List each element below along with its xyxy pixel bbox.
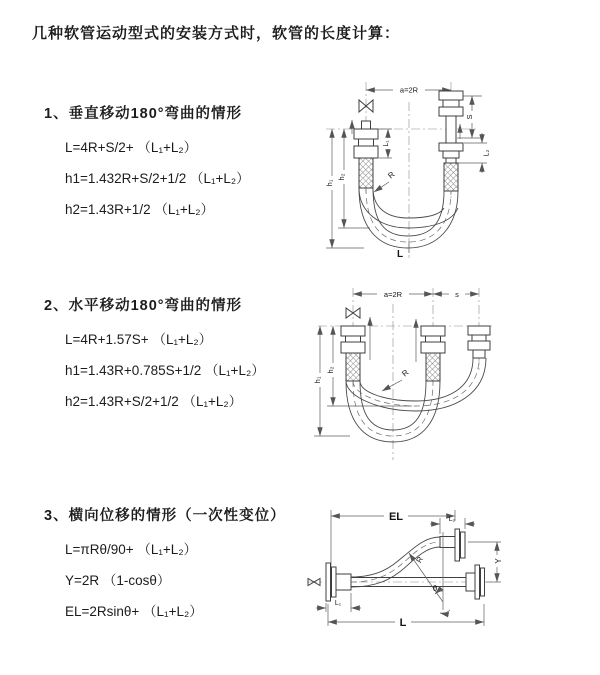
formula-line: Y=2R （1-cosθ）: [65, 573, 171, 588]
formula-line: h2=1.43R+1/2 （L₁+L₂）: [65, 202, 215, 217]
formula-line: h2=1.43R+S/2+1/2 （L₁+L₂）: [65, 394, 243, 409]
dim-label-h1: h₁: [313, 376, 322, 384]
dimension-lines: [316, 510, 501, 626]
page-title: 几种软管运动型式的安装方式时，软管的长度计算：: [32, 25, 401, 42]
diagram-lateral-displacement: [300, 504, 600, 652]
dim-label-l1: L₁: [334, 600, 342, 607]
section-3-heading: 3、横向位移的情形（一次性变位）: [44, 508, 286, 524]
section-3-formulas: [65, 534, 286, 627]
dim-label-l1: L₁: [383, 140, 390, 147]
dim-label-h2: h₂: [337, 173, 346, 181]
dim-label-s: s: [455, 290, 459, 299]
section-1-heading: 1、垂直移动180°弯曲的情形: [44, 106, 243, 122]
dim-label-s: S: [465, 114, 474, 120]
radius-label: R: [400, 367, 411, 379]
fittings: [354, 91, 463, 191]
formula-line: L=πRθ/90+ （L₁+L₂）: [65, 542, 198, 557]
braid-hatch: [444, 163, 458, 191]
length-label: L: [399, 617, 407, 629]
dim-label-a2r: a=2R: [399, 85, 419, 95]
diagram-labels: [325, 86, 491, 261]
braid-hatch: [426, 353, 440, 381]
formula-line: EL=2Rsinθ+ （L₁+L₂）: [65, 604, 203, 619]
formula-line: L=4R+S/2+ （L₁+L₂）: [65, 140, 198, 155]
formula-line: L=4R+1.57S+ （L₁+L₂）: [65, 332, 213, 347]
fittings: [308, 529, 485, 601]
section-2-heading: 2、水平移动180°弯曲的情形: [44, 298, 243, 314]
section-2: [44, 294, 265, 417]
length-label: L: [396, 249, 404, 260]
radius-label: R: [414, 554, 426, 565]
dim-label-l2: L₂: [483, 149, 491, 157]
diagram-horizontal-180-bend: [308, 284, 598, 466]
section-1-formulas: [65, 132, 250, 225]
formula-line: h1=1.432R+S/2+1/2 （L₁+L₂）: [65, 171, 250, 186]
braid-hatch: [359, 158, 373, 188]
radius-label: R: [386, 169, 397, 181]
dim-label-y: Y: [494, 558, 503, 564]
dimension-lines: [314, 294, 479, 436]
braid-hatch: [346, 353, 360, 381]
dim-label-el: EL: [388, 511, 404, 523]
section-2-formulas: [65, 324, 265, 417]
formula-line: h1=1.43R+0.785S+1/2 （L₁+L₂）: [65, 363, 265, 378]
dim-label-a2r: a=2R: [383, 290, 403, 299]
dim-label-l2: L₂: [448, 516, 456, 523]
theta-label: θ: [432, 584, 438, 593]
section-1: [44, 102, 250, 225]
dim-label-h2: h₂: [326, 366, 335, 374]
hose-curves: [346, 358, 486, 442]
hose-curves: [359, 188, 458, 253]
section-3: [44, 504, 286, 627]
fittings: [341, 308, 490, 381]
dim-label-h1: h₁: [325, 179, 334, 187]
diagram-vertical-180-bend: [312, 76, 597, 261]
